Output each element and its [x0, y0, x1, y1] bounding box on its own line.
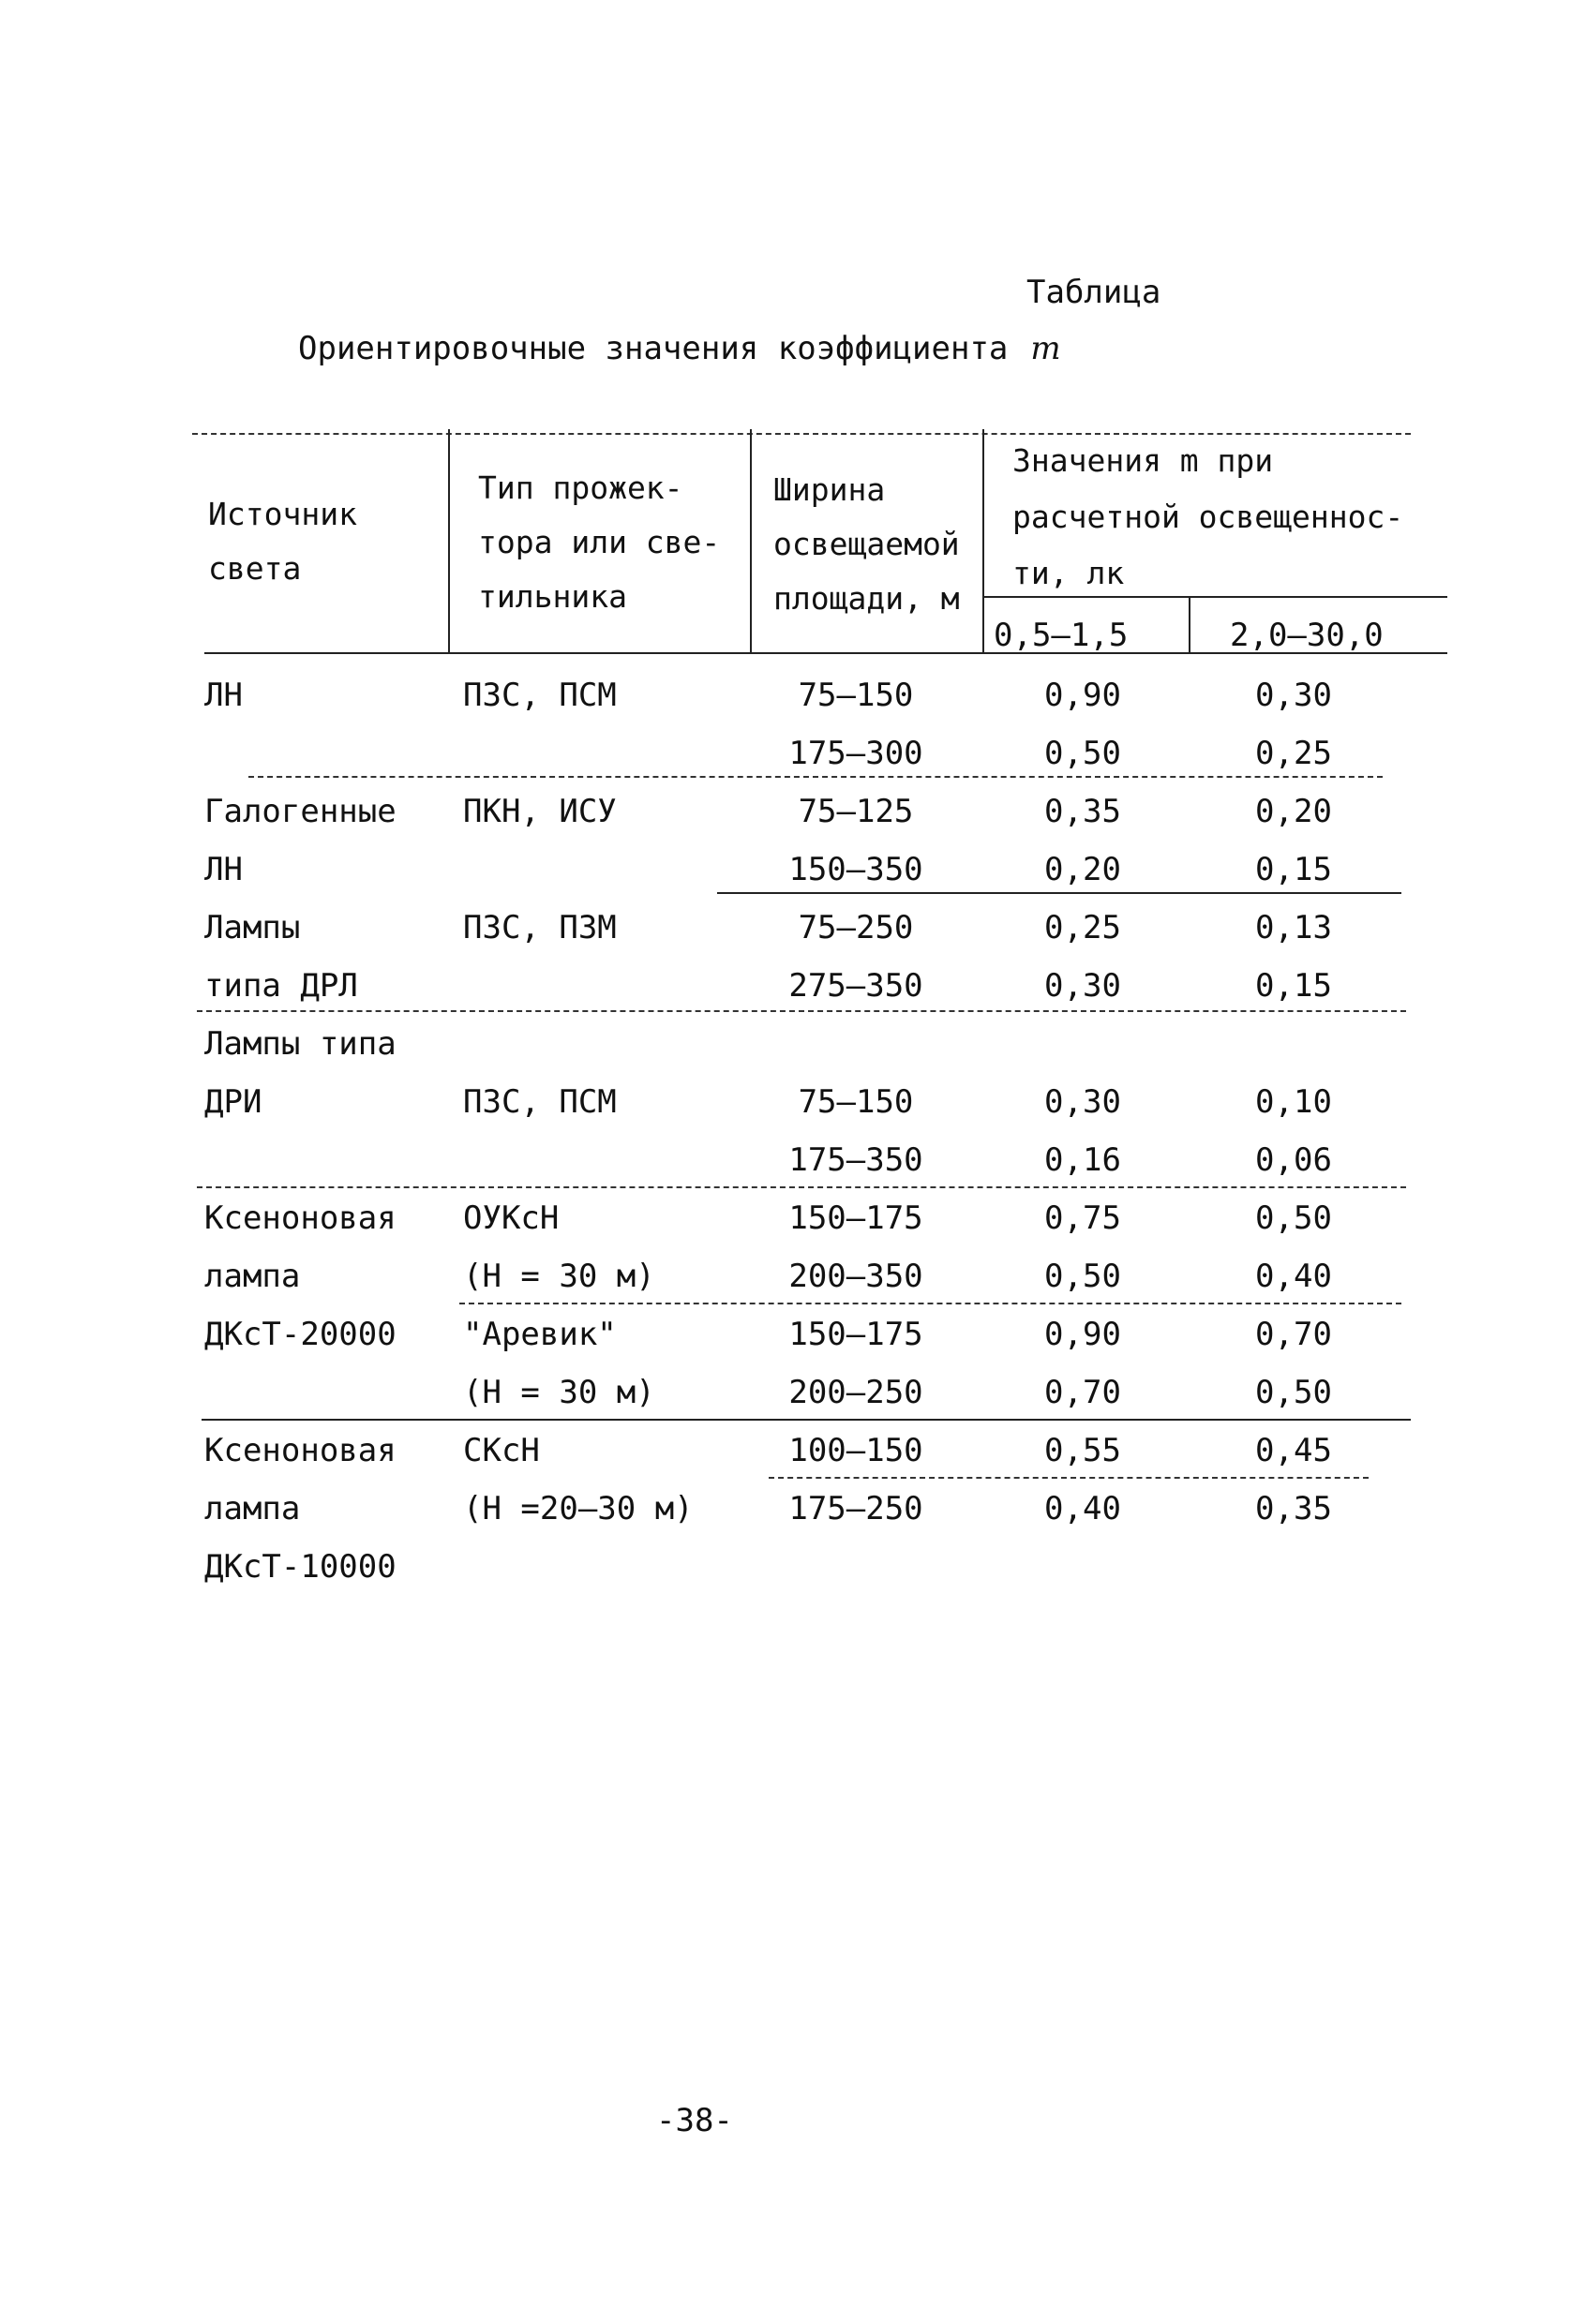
- row-0-value-1: 0,90: [1044, 677, 1121, 714]
- row-1-value-1: 0,50: [1044, 735, 1121, 772]
- header-divider-2: [750, 429, 752, 652]
- row-5-value-2: 0,15: [1255, 967, 1332, 1005]
- row-2-source: Галогенные: [204, 793, 397, 830]
- row-2-value-2: 0,20: [1255, 793, 1332, 830]
- row-13-source: Ксеноновая: [204, 1432, 397, 1469]
- row-14-value-1: 0,40: [1044, 1490, 1121, 1527]
- header-values: Значения m при расчетной освещеннос- ти, лк: [1012, 442, 1404, 591]
- row-14-value-2: 0,35: [1255, 1490, 1332, 1527]
- row-9-source: Ксеноновая: [204, 1199, 397, 1237]
- row-12-type: (H = 30 м): [463, 1374, 655, 1411]
- row-1-value-2: 0,25: [1255, 735, 1332, 772]
- row-13-width: 100–150: [788, 1432, 923, 1469]
- group-rule-2: [717, 892, 1401, 894]
- group-rule-6: [202, 1419, 1411, 1421]
- group-rule-7: [769, 1477, 1369, 1479]
- group-rule-4: [197, 1186, 1406, 1188]
- header-source: Источник света: [208, 496, 357, 587]
- row-10-width: 200–350: [788, 1258, 923, 1295]
- row-12-value-2: 0,50: [1255, 1374, 1332, 1411]
- row-10-source: лампа: [204, 1258, 301, 1295]
- row-11-width: 150–175: [788, 1316, 923, 1353]
- table-label: Таблица: [1026, 274, 1161, 311]
- row-0-type: ПЗС, ПСМ: [463, 677, 617, 714]
- row-4-value-2: 0,13: [1255, 909, 1332, 946]
- row-2-value-1: 0,35: [1044, 793, 1121, 830]
- row-0-source: ЛН: [204, 677, 243, 714]
- row-3-source: ЛН: [204, 851, 243, 888]
- row-0-value-2: 0,30: [1255, 677, 1332, 714]
- group-rule-5: [459, 1303, 1401, 1304]
- row-4-type: ПЗС, ПЗМ: [463, 909, 617, 946]
- row-13-value-2: 0,45: [1255, 1432, 1332, 1469]
- row-11-value-1: 0,90: [1044, 1316, 1121, 1353]
- caption-symbol: m: [1030, 330, 1061, 367]
- row-9-width: 150–175: [788, 1199, 923, 1237]
- row-1-width: 175–300: [788, 735, 923, 772]
- row-11-type: "Аревик": [463, 1316, 617, 1353]
- row-7-width: 75–150: [798, 1083, 914, 1121]
- row-9-value-1: 0,75: [1044, 1199, 1121, 1237]
- header-divider-3: [982, 429, 984, 652]
- row-12-width: 200–250: [788, 1374, 923, 1411]
- row-0-width: 75–150: [798, 677, 914, 714]
- header-divider-1: [448, 429, 450, 652]
- row-9-type: ОУКсН: [463, 1199, 560, 1237]
- header-type: Тип прожек- тора или све- тильника: [478, 469, 721, 615]
- row-14-type: (H =20–30 м): [463, 1490, 694, 1527]
- row-7-value-2: 0,10: [1255, 1083, 1332, 1121]
- header-divider-4: [1189, 596, 1190, 652]
- row-14-source: лампа: [204, 1490, 301, 1527]
- row-10-value-1: 0,50: [1044, 1258, 1121, 1295]
- page-number: -38-: [656, 2102, 733, 2139]
- row-4-width: 75–250: [798, 909, 914, 946]
- row-15-source: ДКсТ-10000: [204, 1548, 397, 1586]
- row-3-value-2: 0,15: [1255, 851, 1332, 888]
- row-4-source: Лампы: [204, 909, 301, 946]
- row-2-type: ПКН, ИСУ: [463, 793, 617, 830]
- group-rule-1: [248, 776, 1383, 778]
- row-3-value-1: 0,20: [1044, 851, 1121, 888]
- table-caption: [298, 330, 1061, 367]
- row-10-type: (H = 30 м): [463, 1258, 655, 1295]
- row-13-type: СКсН: [463, 1432, 540, 1469]
- row-5-width: 275–350: [788, 967, 923, 1005]
- caption-text: Ориентировочные значения коэффициента: [298, 330, 1009, 367]
- row-8-width: 175–350: [788, 1141, 923, 1179]
- row-3-width: 150–350: [788, 851, 923, 888]
- header-sub-col-1: 0,5–1,5: [994, 617, 1129, 654]
- row-9-value-2: 0,50: [1255, 1199, 1332, 1237]
- row-5-source: типа ДРЛ: [204, 967, 358, 1005]
- row-13-value-1: 0,55: [1044, 1432, 1121, 1469]
- row-7-value-1: 0,30: [1044, 1083, 1121, 1121]
- row-14-width: 175–250: [788, 1490, 923, 1527]
- row-11-value-2: 0,70: [1255, 1316, 1332, 1353]
- row-7-type: ПЗС, ПСМ: [463, 1083, 617, 1121]
- row-4-value-1: 0,25: [1044, 909, 1121, 946]
- row-5-value-1: 0,30: [1044, 967, 1121, 1005]
- row-8-value-2: 0,06: [1255, 1141, 1332, 1179]
- row-12-value-1: 0,70: [1044, 1374, 1121, 1411]
- row-7-source: ДРИ: [204, 1083, 262, 1121]
- header-sub-col-2: 2,0–30,0: [1230, 617, 1384, 654]
- header-width: Ширина освещаемой площади, м: [773, 471, 960, 617]
- group-rule-3: [197, 1010, 1406, 1012]
- row-11-source: ДКсТ-20000: [204, 1316, 397, 1353]
- row-8-value-1: 0,16: [1044, 1141, 1121, 1179]
- row-10-value-2: 0,40: [1255, 1258, 1332, 1295]
- row-6-source: Лампы типа: [204, 1025, 397, 1063]
- row-2-width: 75–125: [798, 793, 914, 830]
